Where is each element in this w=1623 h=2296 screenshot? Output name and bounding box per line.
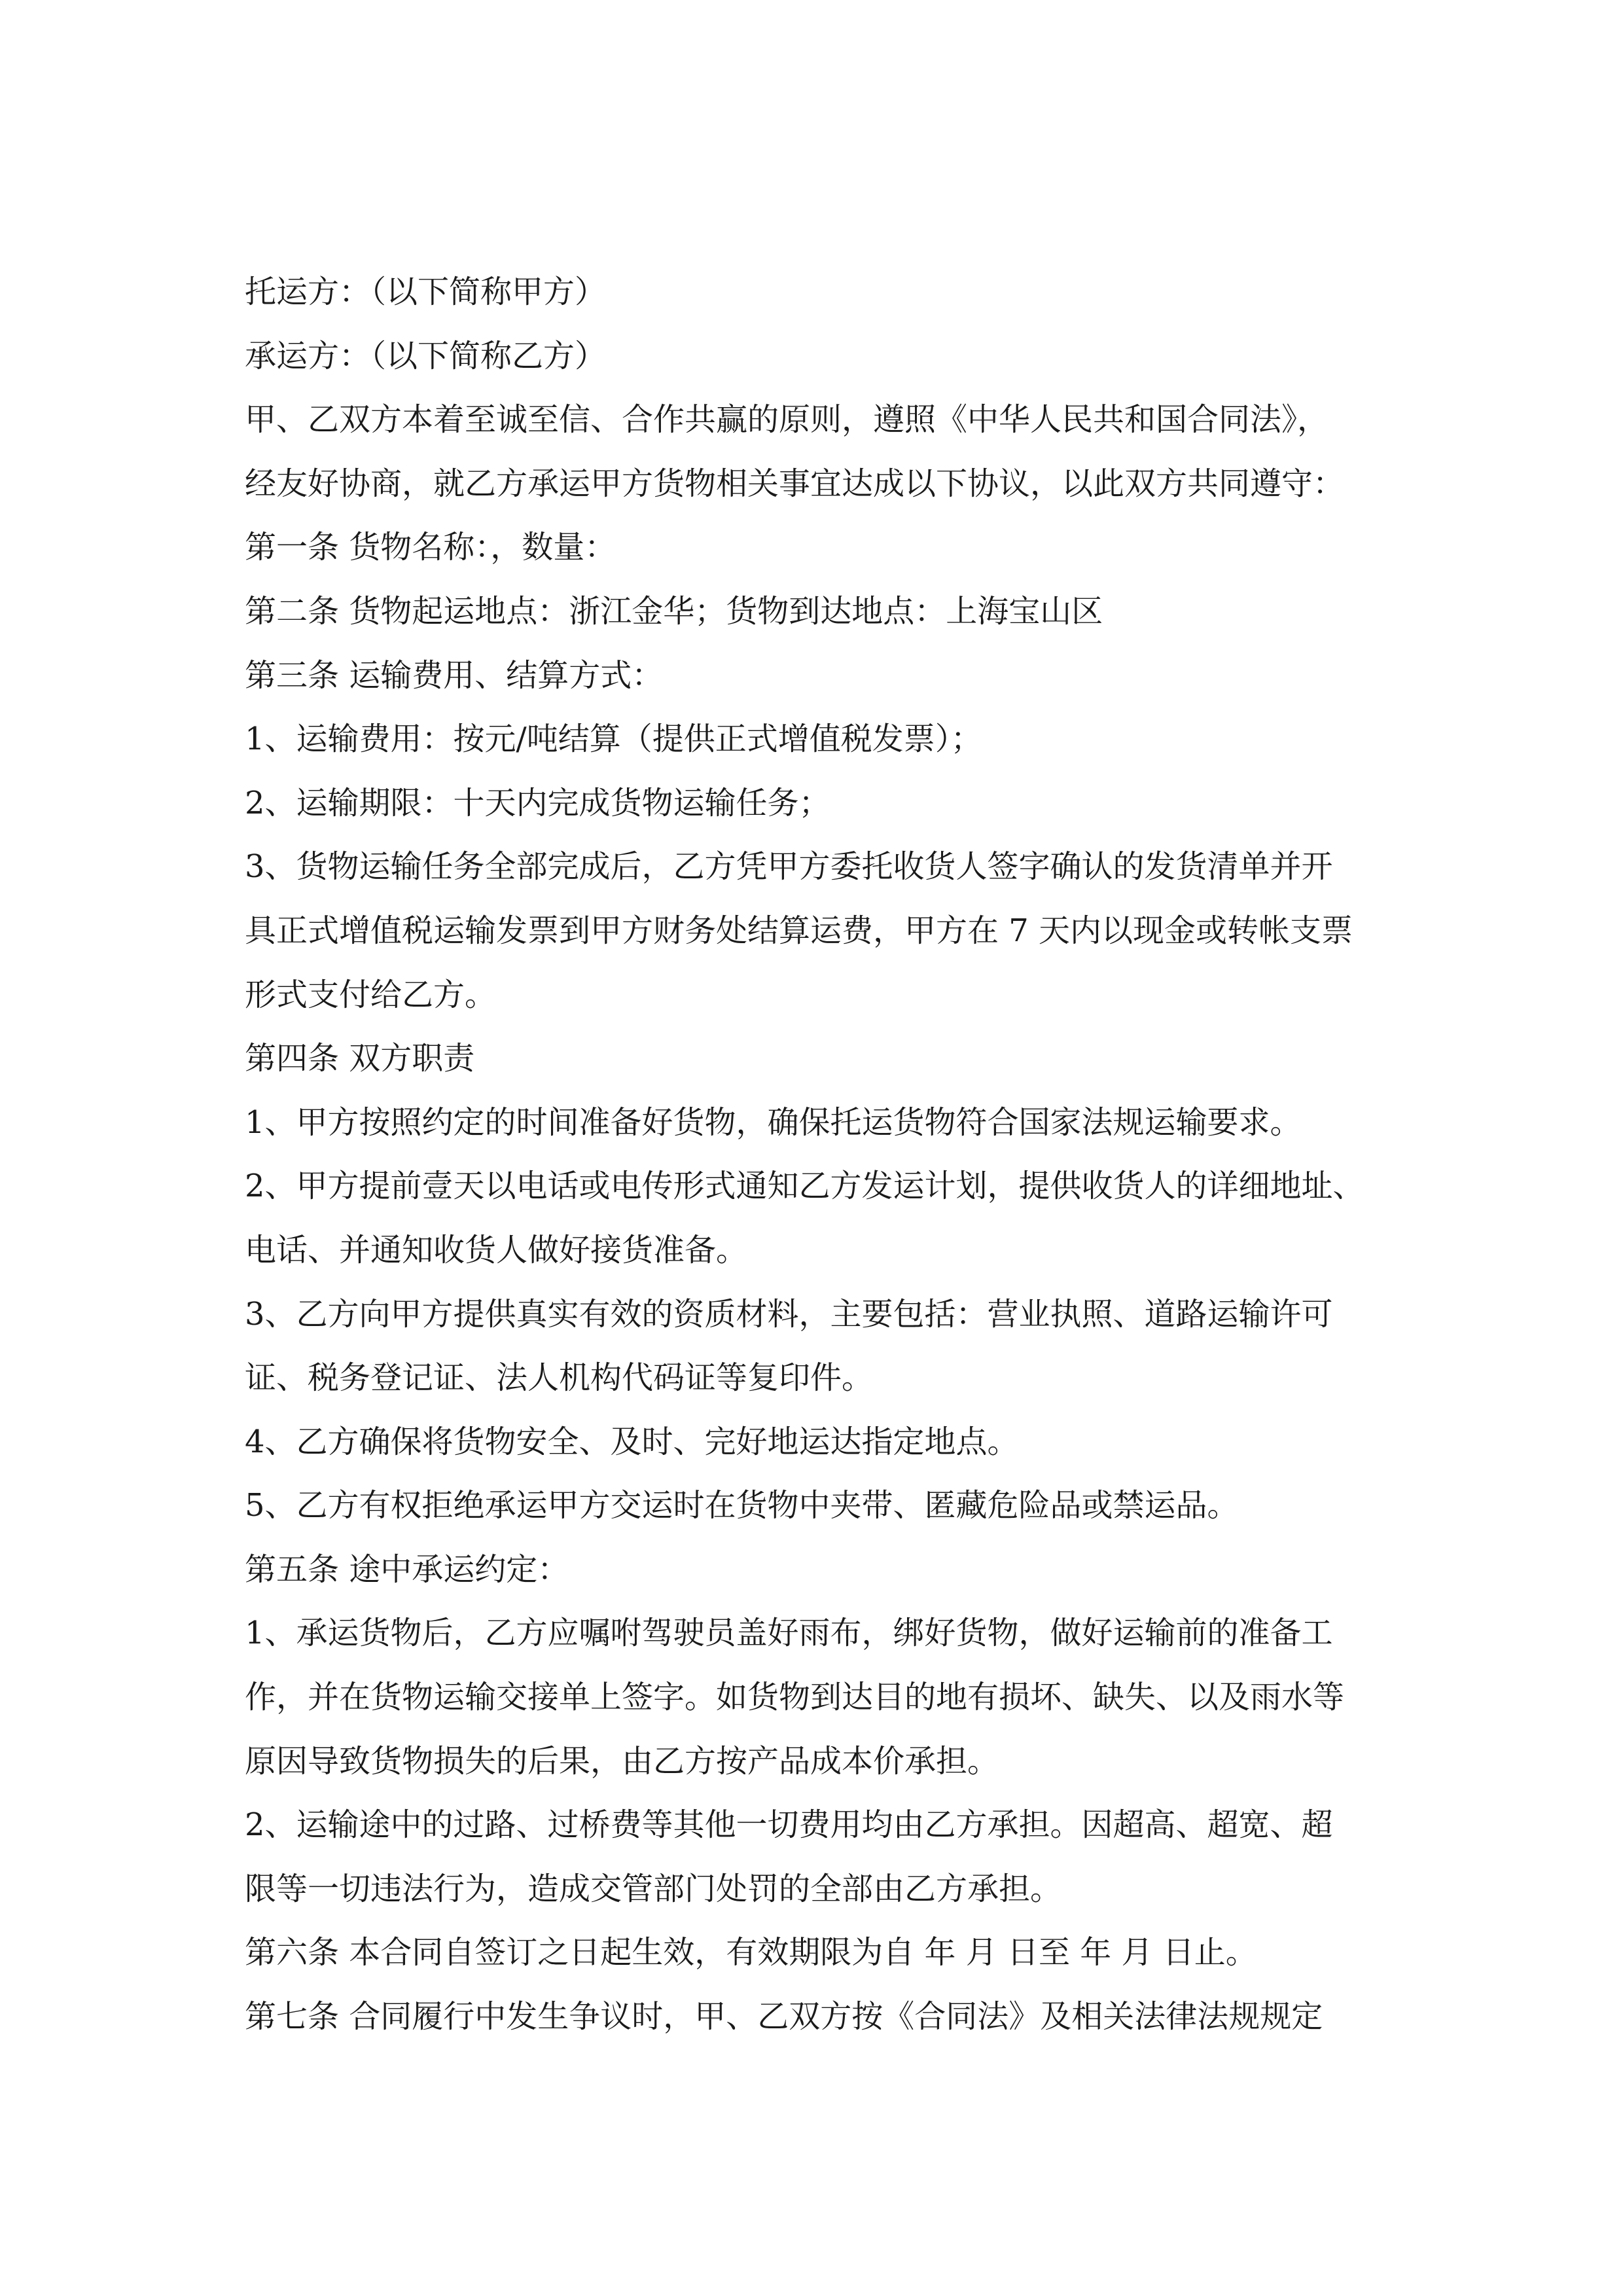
text-line: 作，并在货物运输交接单上签字。如货物到达目的地有损坏、缺失、以及雨水等 (245, 1679, 1345, 1716)
text-line: 第四条 双方职责 (245, 1040, 475, 1077)
text-line: 2、运输期限：十天内完成货物运输任务； (245, 784, 830, 821)
text-line: 电话、并通知收货人做好接货准备。 (245, 1231, 748, 1268)
text-line: 具正式增值税运输发票到甲方财务处结算运费，甲方在 7 天内以现金或转帐支票 (245, 912, 1353, 949)
text-line: 原因导致货物损失的后果，由乙方按产品成本价承担。 (245, 1742, 999, 1780)
text-line: 1、承运货物后，乙方应嘱咐驾驶员盖好雨布，绑好货物，做好运输前的准备工 (245, 1615, 1333, 1652)
text-line: 形式支付给乙方。 (245, 976, 497, 1013)
text-line: 第二条 货物起运地点：浙江金华；货物到达地点：上海宝山区 (245, 592, 1103, 630)
text-line: 5、乙方有权拒绝承运甲方交运时在货物中夹带、匿藏危险品或禁运品。 (245, 1487, 1239, 1524)
contract-body (245, 260, 1397, 2049)
text-line: 2、甲方提前壹天以电话或电传形式通知乙方发运计划，提供收货人的详细地址、 (245, 1168, 1364, 1205)
text-line: 1、运输费用：按元/吨结算（提供正式增值税发票）； (245, 721, 982, 758)
text-line: 第五条 途中承运约定： (245, 1551, 569, 1588)
text-line: 第七条 合同履行中发生争议时，甲、乙双方按《合同法》及相关法律法规规定 (245, 1998, 1323, 2036)
text-line: 4、乙方确保将货物安全、及时、完好地运达指定地点。 (245, 1423, 1019, 1460)
text-line: 托运方：（以下简称甲方） (245, 274, 607, 310)
text-line: 证、税务登记证、法人机构代码证等复印件。 (245, 1359, 874, 1397)
text-line: 1、甲方按照约定的时间准备好货物，确保托运货物符合国家法规运输要求。 (245, 1103, 1302, 1141)
text-line: 2、运输途中的过路、过桥费等其他一切费用均由乙方承担。因超高、超宽、超 (245, 1806, 1333, 1844)
text-line: 第三条 运输费用、结算方式： (245, 656, 664, 694)
text-line: 限等一切违法行为，造成交管部门处罚的全部由乙方承担。 (245, 1870, 1062, 1907)
text-line: 3、货物运输任务全部完成后，乙方凭甲方委托收货人签字确认的发货清单并开 (245, 848, 1333, 886)
text-line: 第六条 本合同自签订之日起生效，有效期限为自 年 月 日至 年 月 日止。 (245, 1934, 1257, 1971)
text-line: 第一条 货物名称：，数量： (245, 529, 616, 566)
text-line: 甲、乙双方本着至诚至信、合作共赢的原则，遵照《中华人民共和国合同法》， (245, 401, 1329, 439)
text-line: 3、乙方向甲方提供真实有效的资质材料，主要包括：营业执照、道路运输许可 (245, 1295, 1333, 1333)
text-line: 承运方：（以下简称乙方） (245, 337, 607, 374)
text-line: 经友好协商，就乙方承运甲方货物相关事宜达成以下协议，以此双方共同遵守： (245, 465, 1345, 502)
